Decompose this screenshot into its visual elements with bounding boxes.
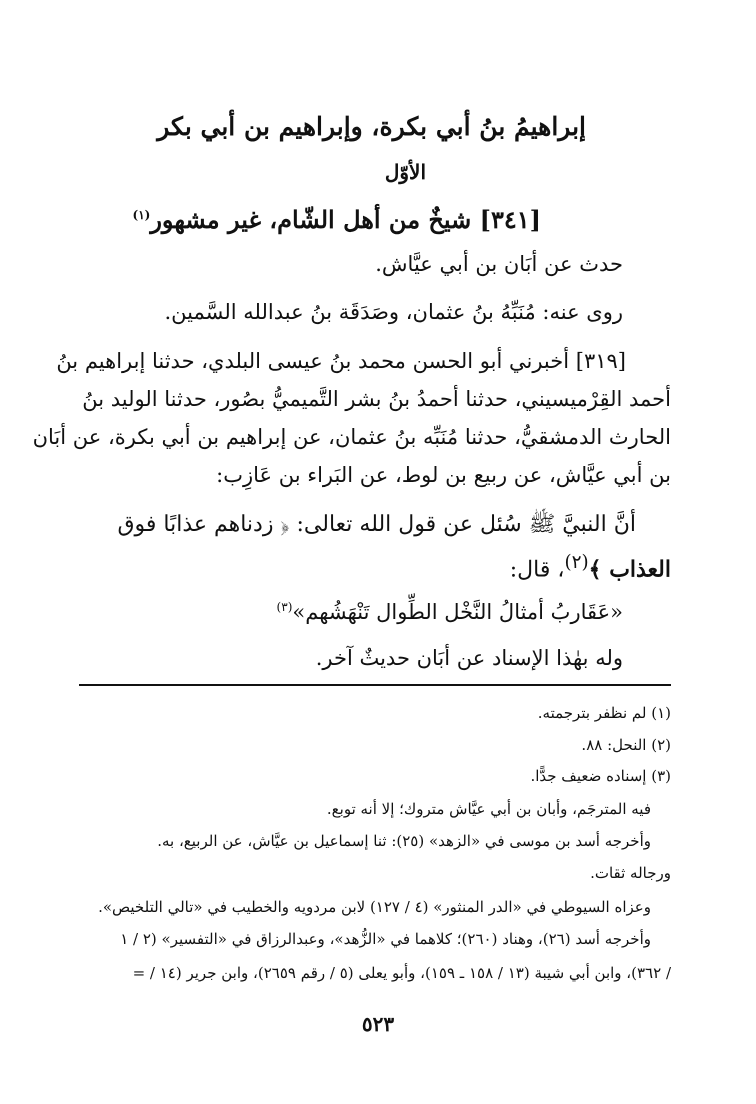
narration-line-1: حدث عن أبَان بن أبي عيَّاش. [375,252,623,276]
hadith-line-2 [71,544,671,582]
entry-heading [133,205,541,234]
footnote-3-line: وأخرجه أسد بن موسى في «الزهد» (٢٥): ثنا إسماعيل بن عيَّاش، عن الربيع، به. [157,832,651,850]
footnote-divider [79,684,671,686]
footnote-2: (٢) النحل: ٨٨. [581,736,671,754]
chain-line: [٣١٩] أخبرني أبو الحسن محمد بنُ عيسى البلدي، حدثنا إبراهيم بنُ [56,349,626,373]
section-title: إبراهيمُ بنُ أبي بكرة، وإبراهيم بن أبي بكر [157,112,586,141]
footnote-3-line: / ٣٦٢)، وابن أبي شيبة (١٣ / ١٥٨ ـ ١٥٩)، وأبو يعلى (٥ / رقم ٢٦٥٩)، وابن جرير (١٤ / = [132,964,671,982]
footnote-ref-3: (٣) [276,600,293,614]
narration-line-2: روى عنه: مُنَبِّهُ بنُ عثمان، وصَدَقَة بنُ عبدالله السَّمين. [164,300,623,324]
quote-text: «عَقَاربُ أمثالُ النَّخْل الطِّوال تَنْهَشُهم» [292,600,623,624]
page-number: ٥٢٣ [361,1012,395,1036]
footnote-1: (١) لم نظفر بترجمته. [537,704,671,722]
footnote-ref-1: (١) [132,208,151,222]
hadith-said: ، قال: [509,557,565,583]
footnote-ref-2: (٢) [564,552,589,573]
footnote-3-line: ورجاله ثقات. [590,864,671,882]
closing-line: وله بهٰذا الإسناد عن أبَان حديثٌ آخر. [315,646,623,670]
chain-line: بن أبي عيَّاش، عن ربيع بن لوط، عن البَراء بن عَازِب: [216,463,671,487]
footnote-3-line: فيه المترجَم، وأبان بن أبي عيَّاش متروك؛ إلا أنه توبع. [326,800,651,818]
chain-line: الحارث الدمشقيُّ، حدثنا مُنَبِّه بنُ عثمان، عن إبراهيم بن أبي بكرة، عن أبَان [32,425,671,449]
quran-ending: العذاب ﴾ [588,556,671,583]
entry-heading-text: [٣٤١] شيخٌ من أهل الشّام، غير مشهور [150,205,541,234]
footnote-3-line: وعزاه السيوطي في «الدر المنثور» (٤ / ١٢٧) لابن مردويه والخطيب في «تالي التلخيص». [98,898,651,916]
hadith-line-1: أنَّ النبيَّ ﷺ سُئل عن قول الله تعالى: ﴿ زدناهم عذابًا فوق [117,512,636,537]
hadith-quote [277,600,623,624]
hadith-chain-paragraph [32,342,671,494]
chain-line: أحمد القِرْميسيني، حدثنا أحمدُ بنُ بشر التَّميميُّ بصُور، حدثنا الوليد بنُ [82,387,671,411]
footnote-3-line: وأخرجه أسد (٢٦)، وهناد (٢٦٠)؛ كلاهما في «الزُّهد»، وعبدالرزاق في «التفسير» (٢ / ١ [120,930,651,948]
section-subtitle: الأوّل [384,160,426,184]
footnote-3: (٣) إسناده ضعيف جدًّا. [530,767,671,785]
hadith-text-paragraph [71,506,671,582]
